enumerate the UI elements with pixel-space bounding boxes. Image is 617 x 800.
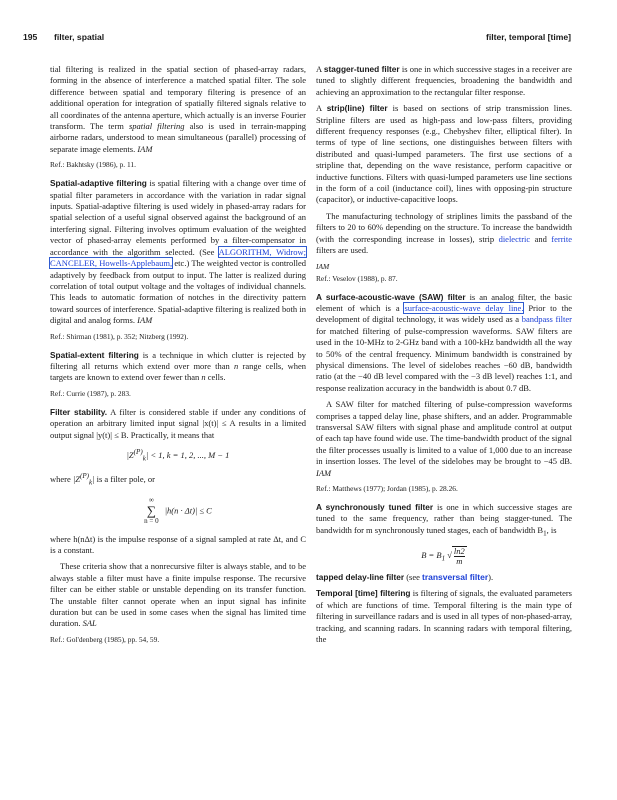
where-pole-line: where $|Z^{(P)}_k|$ is a filter pole, or [50,471,155,487]
entry-term: tapped delay-line filter [316,571,405,582]
link-algorithm-widrow[interactable]: ALGORITHM, Widrow; [218,246,307,257]
reference-2: Ref.: Shirman (1981), p. 352; Nitzberg (1992). [50,331,189,341]
entry-term: Spatial-extent filtering [50,349,139,360]
reference-5: Ref.: Veselov (1988), p. 87. [316,273,398,283]
left-running-title: filter, spatial [54,32,105,42]
entry-term: Temporal [time] filtering [316,588,411,599]
reference-4: Ref.: Gol'denberg (1985), pp. 54, 59. [50,634,160,644]
link-dielectric[interactable]: dielectric [498,233,531,244]
right-running-title: filter, temporal [time] [486,32,571,42]
reference-1: Ref.: Bakhtsky (1986), p. 11. [50,160,136,170]
stability-equation-2: ∞ ∑ n = 0 |h(n · Δt)| ≤ C [144,495,212,526]
entry-term: strip(line) filter [326,103,388,114]
saw-paragraph-2: A SAW filter for matched filtering of pulse-compression waveforms comprises a tapped delay line, phase shifters, and an adder. Programmable transversal SAW filters with signal phase and amplitude control at output of each tap have found wide use. The time-bandwidth product of the signal the filter processes usually is limited to a value of 1,000 due to an increase in insertion losses. The level of the sidelobes may be brought to −45 dB. IAM [316,399,572,478]
link-bandpass-filter[interactable]: bandpass filter [521,314,572,325]
page-number: 195 [23,32,38,42]
stagger-tuned-entry: A stagger-tuned filter is one in which successive stages in a receiver are tuned to slightly different frequencies, broadening the bandwidth and achieving an approximation to the rectangular filter response. [316,64,572,97]
temporal-filtering-entry: Temporal [time] filtering is filtering of signals, the evaluated parameters of which are functions of time. Temporal filtering is the main type of filtering in surveillance radars and is used in all types of non-phased-array, tracking, and scanning radars. In scanning radars with temporal filtering, the [316,588,572,644]
entry-term: A surface-acoustic-wave (SAW) filter [316,291,466,302]
entry-term: Spatial-adaptive filtering [50,178,147,189]
link-transversal-filter[interactable]: transversal filter [422,571,489,582]
entry-term: stagger-tuned filter [323,64,400,74]
link-canceler-howells-applebaum[interactable]: CANCELER, Howells-Applebaum, [50,258,173,269]
spatial-extent-entry: Spatial-extent filtering is a technique in which clutter is rejected by filtering all returns which extend over more than n range cells, when targets are known to extend over fewer than n cells. [50,349,307,383]
synchronously-tuned-entry: A synchronously tuned filter is one in which successive stages are tuned to the same frequency, rather than being stagger-tuned. The bandwidth for m synchronously tuned stages, each of bandwidth $B_1$, is [316,502,573,538]
tapped-delay-line-entry: tapped delay-line filter (see transversal filter). [316,571,494,582]
spatial-filtering-paragraph: tial filtering is realized in the spatial section of phased-array radars, forming in the absence of interference a matched spatial filter. The sole difference between spatial and temporary filtering is presence of an additional operation for integration of spatially filtered signals relative to all coordinates of the antenna aperture, which actually is an inverse Fourier transform. The term spatial filtering also is used in terrain-mapping airborne radars, understood to mean simultaneous (parallel) processing of separate image elements. IAM [50,64,307,154]
right-column [316,64,572,650]
bandwidth-equation: $B = B_1$ √ $\frac{\ln 2}{m}$ [421,545,465,566]
left-column [50,64,306,653]
link-saw-delay-line[interactable]: surface-acoustic-wave delay line. [404,302,524,313]
filter-stability-entry: Filter stability. A filter is considered stable if under any conditions of operation an arbitrary limited input signal |x(t)| ≤ A results in a limited output signal |y(t)| ≤ B. Practically, it means that [50,406,306,440]
reference-6: Ref.: Matthews (1977); Jordan (1985), p. 28.26. [316,484,458,493]
stripline-entry: A strip(line) filter is based on sections of strip transmission lines. Stripline filters are used as high-pass and low-pass filters, providing different frequency responses (e.g., Chebyshev filter, elliptical filter). In terms of type of line sections, one distinguishes between filters with distributed and quasi-lumped parameters. The first use sections of a stripline that, depending on the wave resistance, perform capacitive or inductive functions. Filters with quasi-lumped parameters use line sections in the form of a coil (inductance coil), lines with opposing-pin structure (capacitor), or inductive-capacitive loops. [316,103,572,205]
link-ferrite[interactable]: ferrite [551,233,573,244]
saw-filter-entry: A surface-acoustic-wave (SAW) filter is an analog filter, the basic element of which is a surface-acoustic-wave delay line. Prior to the development of digital technology, it was widely used as a bandpass filter for matched filtering of pulse-compression waveforms. SAW filters are used in the 10-MHz to 2-GHz band with a 100-kHz bandwidth all the way to 50% of the central frequency. Minimum bandwidth is constrained by physical dimensions. The level of sidelobes reaches −60 dB, bandwidth ratio (at the −40 dB level compared with the −3 dB level) reaches 1:1, and response realization accuracy in the bandwidth is about 0.7 dB. [316,291,573,393]
reference-3: Ref.: Currie (1987), p. 283. [50,388,131,398]
author-iam: IAM [316,261,330,271]
impulse-response-line: where h(nΔt) is the impulse response of a signal sampled at rate Δt, and C is a constant. [50,533,306,556]
stability-equation-1: $|Z^{(P)}_k| < 1$, k = 1, 2, ..., M − 1 [126,447,230,463]
entry-term: Filter stability. [50,406,108,417]
entry-term: A synchronously tuned filter [316,502,434,512]
stability-criteria-paragraph: These criteria show that a nonrecursive filter is always stable, and to be always stable a filter must have a finite impulse response. The recursive filter can be either stable or unstable depending on its transfer function. The unstable filter cannot operate when an input signal has infinite duration but can be used in some cases when the signal has limited time duration. SAL [50,561,306,629]
page-header [0,32,617,46]
stripline-paragraph-2: The manufacturing technology of striplines limits the passband of the filters to 20 to 60% depending on the structure. To increase the bandwidth (with the corresponding increase in losses), strip dielectric and ferrite filters are used. [316,210,573,256]
spatial-adaptive-entry: Spatial-adaptive filtering is spatial filtering with a change over time of spatial filter parameters in accordance with the variation in radar signal inputs. Spatial-adaptive filtering is used widely in phased-array radars for spatial selection of a useful signal observed against the background of an interfering signal. Filtering involves optimum evaluation of the weighted vector of phased-array elements performed by a filter-compensator in accordance with the algorithm selected. (See ALGORITHM, Widrow; CANCELER, Howells-Applebaum, etc.) The weighted vector is controlled adaptively by feedback from output to input. The latter is realized during correlation of total output voltage and the voltages of individual channels. This leads to automatic formation of notches in the directivity pattern toward sources of interference. Spatial-adaptive filtering is realized both in digital and analog forms. IAM [50,178,307,326]
